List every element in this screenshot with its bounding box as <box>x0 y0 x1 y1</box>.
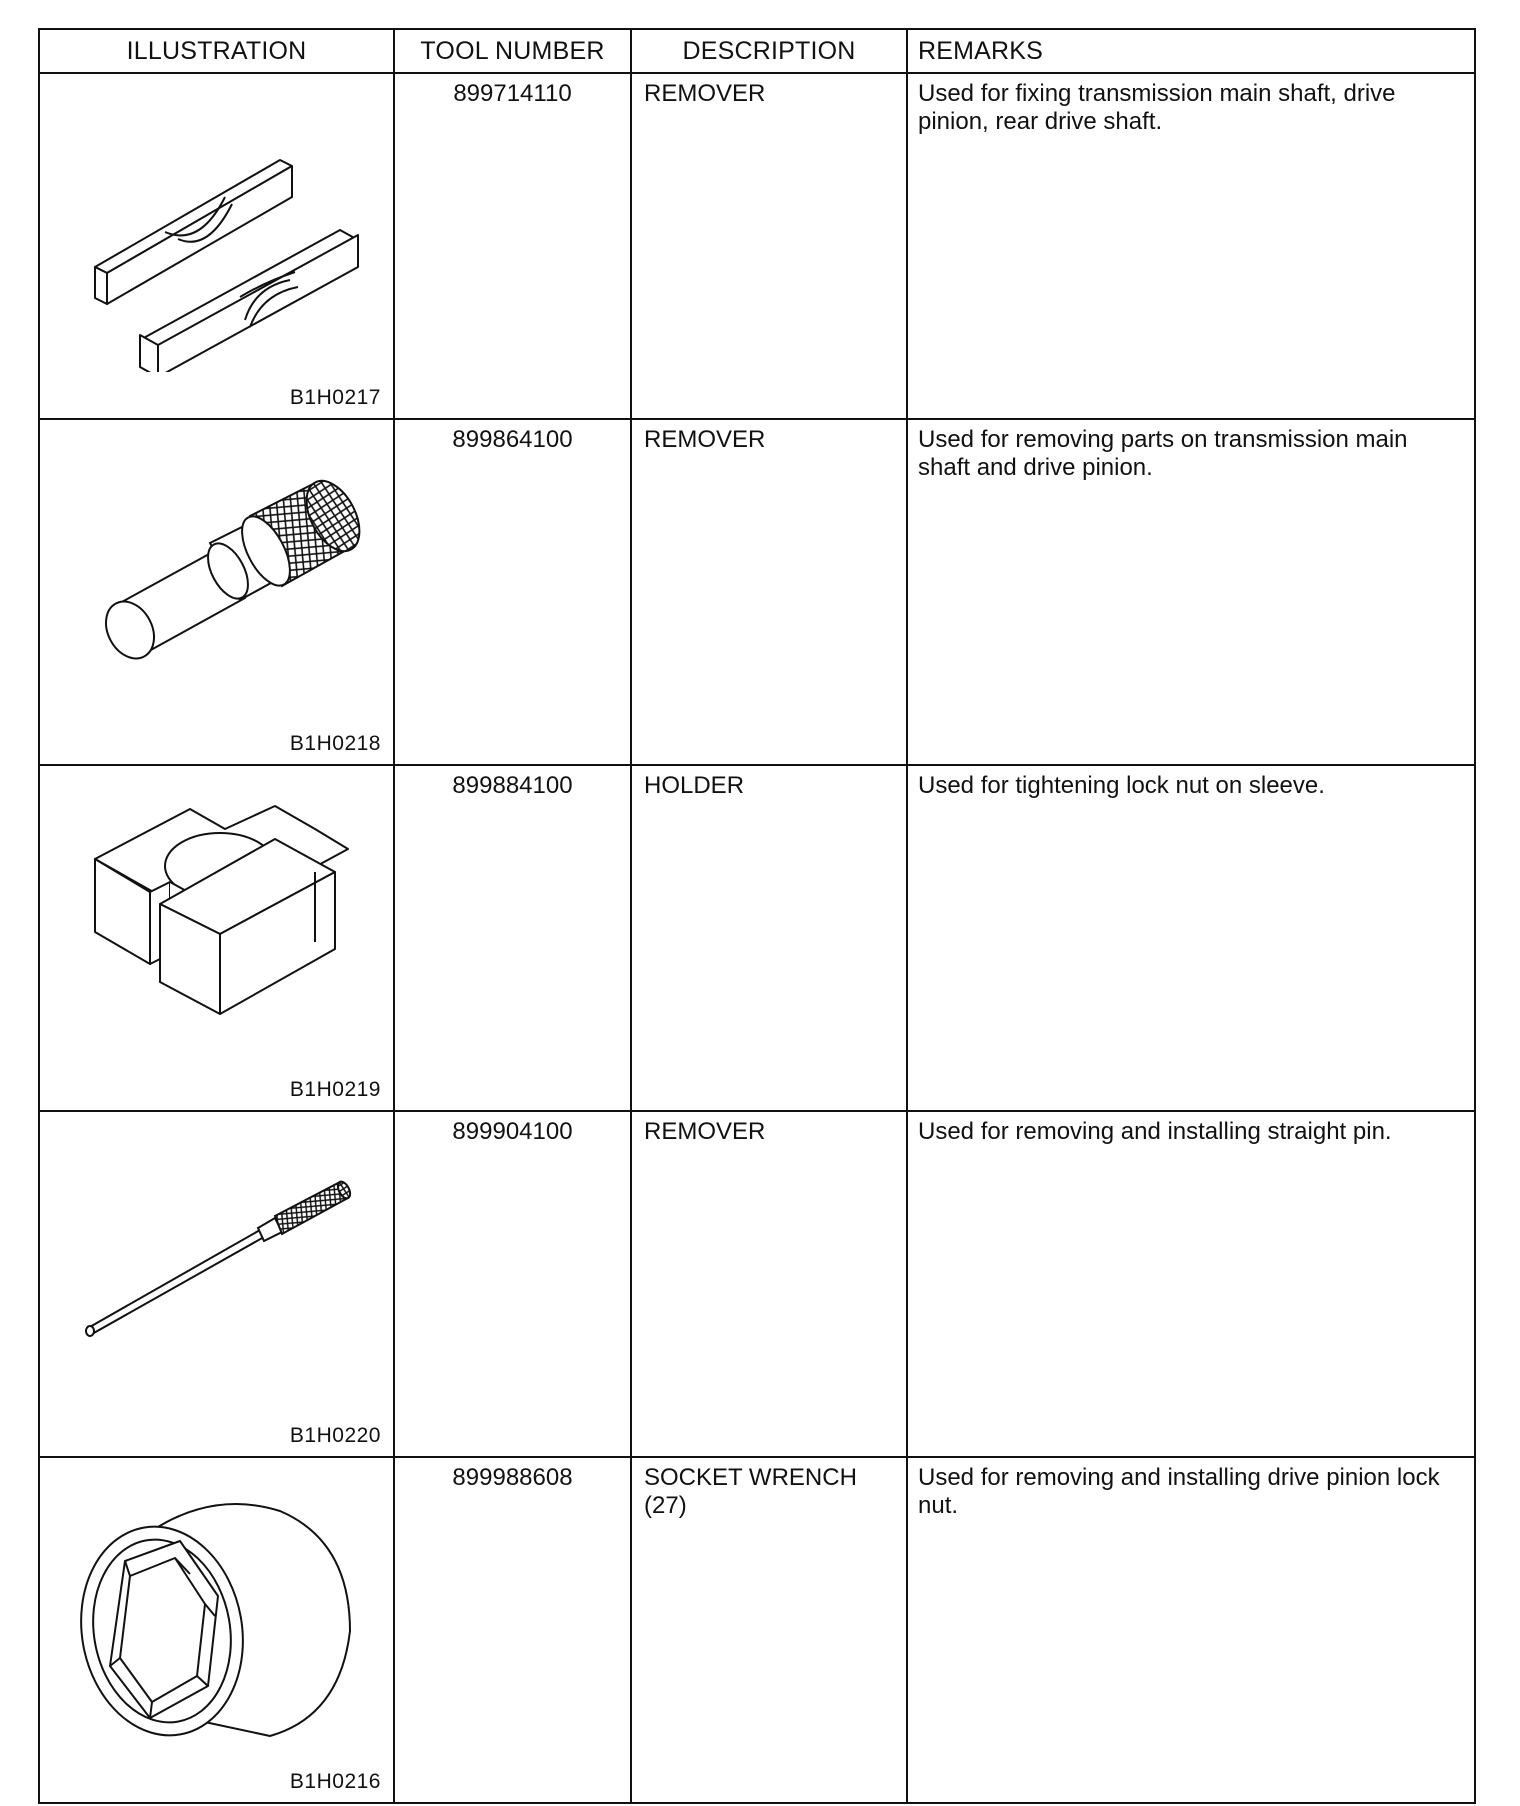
illustration-cell <box>39 765 394 1111</box>
illustration-cell <box>39 419 394 765</box>
table-row <box>39 765 1475 1111</box>
table-row <box>39 419 1475 765</box>
socket-icon <box>50 1466 380 1756</box>
illustration-code: B1H0216 <box>289 1770 381 1793</box>
remarks-cell: Used for tightening lock nut on sleeve. <box>907 765 1475 1111</box>
description-cell: HOLDER <box>631 765 907 1111</box>
remarks-cell: Used for removing parts on transmission main shaft and drive pinion. <box>907 419 1475 765</box>
tool-number-cell: 899864100 <box>394 419 631 765</box>
illustration-code: B1H0218 <box>289 732 381 755</box>
header-tool-number: TOOL NUMBER <box>394 29 631 73</box>
header-remarks: REMARKS <box>907 29 1475 73</box>
pin-punch-icon <box>50 1120 380 1410</box>
tool-number-cell: 899714110 <box>394 73 631 419</box>
split-block-icon <box>50 82 380 372</box>
tool-number-cell: 899988608 <box>394 1457 631 1803</box>
holder-block-icon <box>50 774 380 1064</box>
header-row <box>39 29 1475 73</box>
illustration-code: B1H0219 <box>289 1078 381 1101</box>
table-row <box>39 1111 1475 1457</box>
remarks-cell: Used for removing and installing straight pin. <box>907 1111 1475 1457</box>
illustration-code: B1H0220 <box>289 1424 381 1447</box>
table-row <box>39 73 1475 419</box>
table-row <box>39 1457 1475 1803</box>
tool-number-cell: 899904100 <box>394 1111 631 1457</box>
description-cell: REMOVER <box>631 419 907 765</box>
knurled-drift-icon <box>50 428 380 718</box>
header-description: DESCRIPTION <box>631 29 907 73</box>
remarks-cell: Used for removing and installing drive pinion lock nut. <box>907 1457 1475 1803</box>
illustration-cell <box>39 1111 394 1457</box>
illustration-code: B1H0217 <box>289 386 381 409</box>
description-cell: SOCKET WRENCH (27) <box>631 1457 907 1803</box>
description-cell: REMOVER <box>631 73 907 419</box>
illustration-cell <box>39 1457 394 1803</box>
illustration-cell <box>39 73 394 419</box>
tool-number-cell: 899884100 <box>394 765 631 1111</box>
special-tools-table <box>38 28 1476 1804</box>
description-cell: REMOVER <box>631 1111 907 1457</box>
header-illustration: ILLUSTRATION <box>39 29 394 73</box>
remarks-cell: Used for fixing transmission main shaft, drive pinion, rear drive shaft. <box>907 73 1475 419</box>
